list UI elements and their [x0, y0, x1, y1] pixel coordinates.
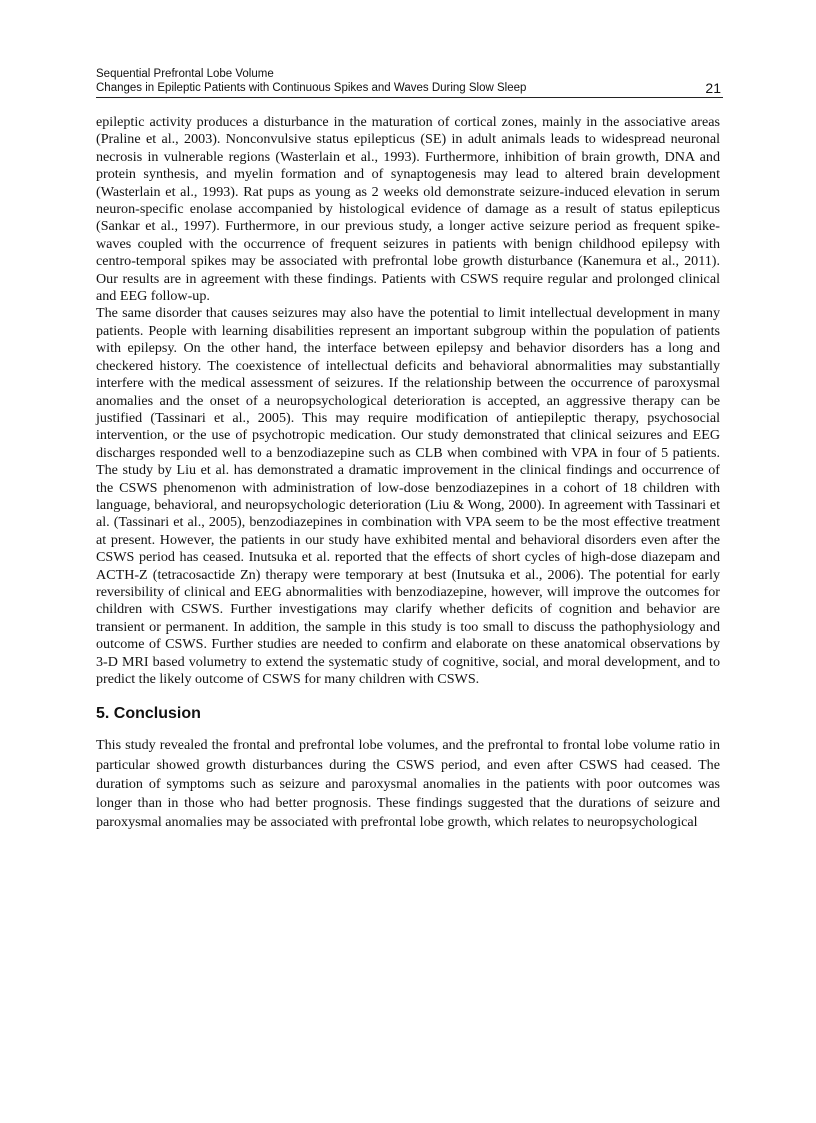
page-number: 21	[705, 80, 721, 96]
paragraph-2: The same disorder that causes seizures may also have the potential to limit intellectual development in many patients. People with learning disabilities represent an important subgroup within the population of patients with epilepsy. On the other hand, the interface between epilepsy and behavior disorders has a long and checkered history. The coexistence of intellectual deficits and behavioral abnormalities may substantially interfere with the medical assessment of seizures. If the relationship between the occurrence of paroxysmal anomalies and the onset of a neuropsychological deterioration is accepted, an aggressive therapy can be justified (Tassinari et al., 2005). This may require modification of antiepileptic therapy, psychosocial intervention, or the use of psychotropic medication. Our study demonstrated that clinical seizures and EEG discharges responded well to a benzodiazepine such as CLB when combined with VPA in four of 5 patients. The study by Liu et al. has demonstrated a dramatic improvement in the clinical findings and occurrence of the CSWS phenomenon with administration of low-dose benzodiazepines in a cohort of 18 children with language, behavioral, and neuropsychologic deterioration (Liu & Wong, 2000). In agreement with Tassinari et al. (Tassinari et al., 2005), benzodiazepines in combination with VPA seem to be the most effective treatment at present. However, the patients in our study have exhibited mental and behavioral disorders even after the CSWS period has ceased. Inutsuka et al. reported that the effects of short cycles of high-dose diazepam and ACTH-Z (tetracosactide Zn) therapy were temporary at best (Inutsuka et al., 2006). The potential for early reversibility of clinical and EEG abnormalities with benzodiazepine, however, will improve the outcomes for children with CSWS. Further investigations may clarify whether deficits of cognition and behavior are transient or permanent. In addition, the sample in this study is too small to discuss the pathophysiology and outcome of CSWS. Further studies are needed to confirm and elaborate on these anatomical observations by 3-D MRI based volumetry to extend the systematic study of cognitive, social, and moral development, and to predict the likely outcome of CSWS for many children with CSWS.	[96, 305, 720, 687]
body-text	[96, 114, 720, 832]
conclusion-paragraph: This study revealed the frontal and prefrontal lobe volumes, and the prefrontal to frontal lobe volume ratio in particular showed growth disturbances during the CSWS period, and even after CSWS had ceased. The duration of symptoms such as seizure and paroxysmal anomalies in the patients with poor outcomes was longer than in those who had better prognosis. These findings suggested that the durations of seizure and paroxysmal anomalies may be associated with prefrontal lobe growth, which relates to neuropsychological	[96, 737, 720, 831]
running-header	[96, 67, 723, 98]
running-title-line-1: Sequential Prefrontal Lobe Volume	[96, 68, 274, 80]
section-heading-conclusion: 5. Conclusion	[96, 705, 201, 723]
paragraph-1: epileptic activity produces a disturbance in the maturation of cortical zones, mainly in the associative areas (Praline et al., 2003). Nonconvulsive status epilepticus (SE) in adult animals leads to widespread neuronal necrosis in vulnerable regions (Wasterlain et al., 1993). Furthermore, inhibition of brain growth, DNA and protein synthesis, and myelin formation and of synaptogenesis may lead to altered brain development (Wasterlain et al., 1993). Rat pups as young as 2 weeks old demonstrate seizure-induced elevation in serum neuron-specific enolase accompanied by histological evidence of damage as a result of status epilepticus (Sankar et al., 1997). Furthermore, in our previous study, a longer active seizure period as frequent spike-waves coupled with the occurrence of frequent seizures in patients with benign childhood epilepsy with centro-temporal spikes may be associated with prefrontal lobe growth disturbance (Kanemura et al., 2011). Our results are in agreement with these findings. Patients with CSWS require regular and prolonged clinical and EEG follow-up.	[96, 114, 720, 305]
running-title-line-2: Changes in Epileptic Patients with Continuous Spikes and Waves During Slow Sleep	[96, 82, 527, 94]
